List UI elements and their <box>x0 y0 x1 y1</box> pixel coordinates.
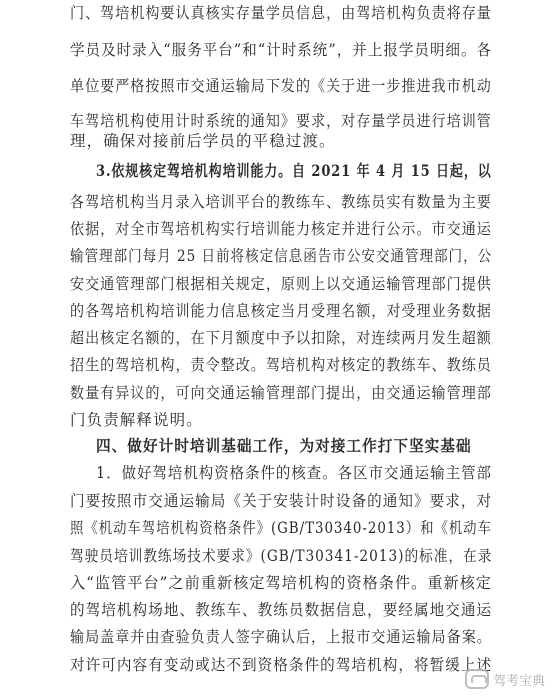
text-line-15: 门负责解释说明。 <box>70 411 203 429</box>
text-line-7: 各驾培机构当月录入培训平台的教练车、教练员实有数量为主要 <box>70 193 492 211</box>
text-line-22: 的驾培机构场地、教练车、教练员数据信息，要经属地交通运 <box>70 601 493 619</box>
text-line-10: 安交通管理部门根据相关规定，原则上以交通运输管理部门提供 <box>70 275 492 293</box>
text-line-11: 的各驾培机构培训能力信息核定当月受理名额，对受理业务数据 <box>70 302 492 320</box>
text-line-8: 依据，对全市驾培机构实行培训能力核定并进行公示。市交通运 <box>70 220 492 238</box>
text-line-18: 门要按照市交通运输局《关于安装计时设备的通知》要求，对 <box>70 492 493 510</box>
text-line-9: 输管理部门每月 25 日前将核定信息函告市公安交通管理部门，公 <box>70 247 493 265</box>
text-line-21: 入“监管平台”之前重新核定驾培机构的资格条件。重新核定 <box>70 574 493 592</box>
text-line-1: 门、驾培机构要认真核实存量学员信息，由驾培机构负责将存量 <box>70 4 492 22</box>
text-line-20: 驾驶员培训教练场技术要求》(GB/T30341-2013)的标准，在录 <box>70 547 493 565</box>
text-line-5: 理，确保对接前后学员的平稳过渡。 <box>70 132 336 150</box>
text-line-4: 车驾培机构使用计时系统的通知》要求，对存量学员进行培训管 <box>70 112 492 130</box>
text-line-2: 学员及时录入“服务平台”和“计时系统”，并上报学员明细。各 <box>70 41 493 59</box>
car-logo-icon <box>465 669 489 689</box>
text-line-12: 超出核定名额的，在下月额度中予以扣除，对连续两月发生超额 <box>70 329 492 347</box>
text-line-3: 单位要严格按照市交通运输局下发的《关于进一步推进我市机动 <box>70 77 492 95</box>
text-line-24: 对许可内容有变动或达不到资格条件的驾培机构，将暂缓上述 <box>70 656 493 674</box>
watermark <box>465 666 545 692</box>
text-line-13: 招生的驾培机构，责令整改。驾培机构对核定的教练车、教练员 <box>70 356 492 374</box>
text-line-23: 输局盖章并由查验负责人签字确认后，上报市交通运输局备案。 <box>70 628 492 646</box>
subsection-heading-1: 1．做好驾培机构资格条件的核查。各区市交通运输主管部 <box>96 464 492 482</box>
watermark-text: 驾考宝典 <box>492 673 545 689</box>
section-heading-3: 3.依规核定驾培机构培训能力。自 2021 年 4 月 15 日起，以 <box>96 161 492 180</box>
section-heading-4: 四、做好计时培训基础工作，为对接工作打下坚实基础 <box>96 436 472 455</box>
text-line-19: 照《机动车驾培机构资格条件》(GB/T30340-2013）和《机动车 <box>70 519 492 537</box>
text-line-14: 数量有异议的，可向交通运输管理部门提出，由交通运输管理部 <box>70 384 492 402</box>
